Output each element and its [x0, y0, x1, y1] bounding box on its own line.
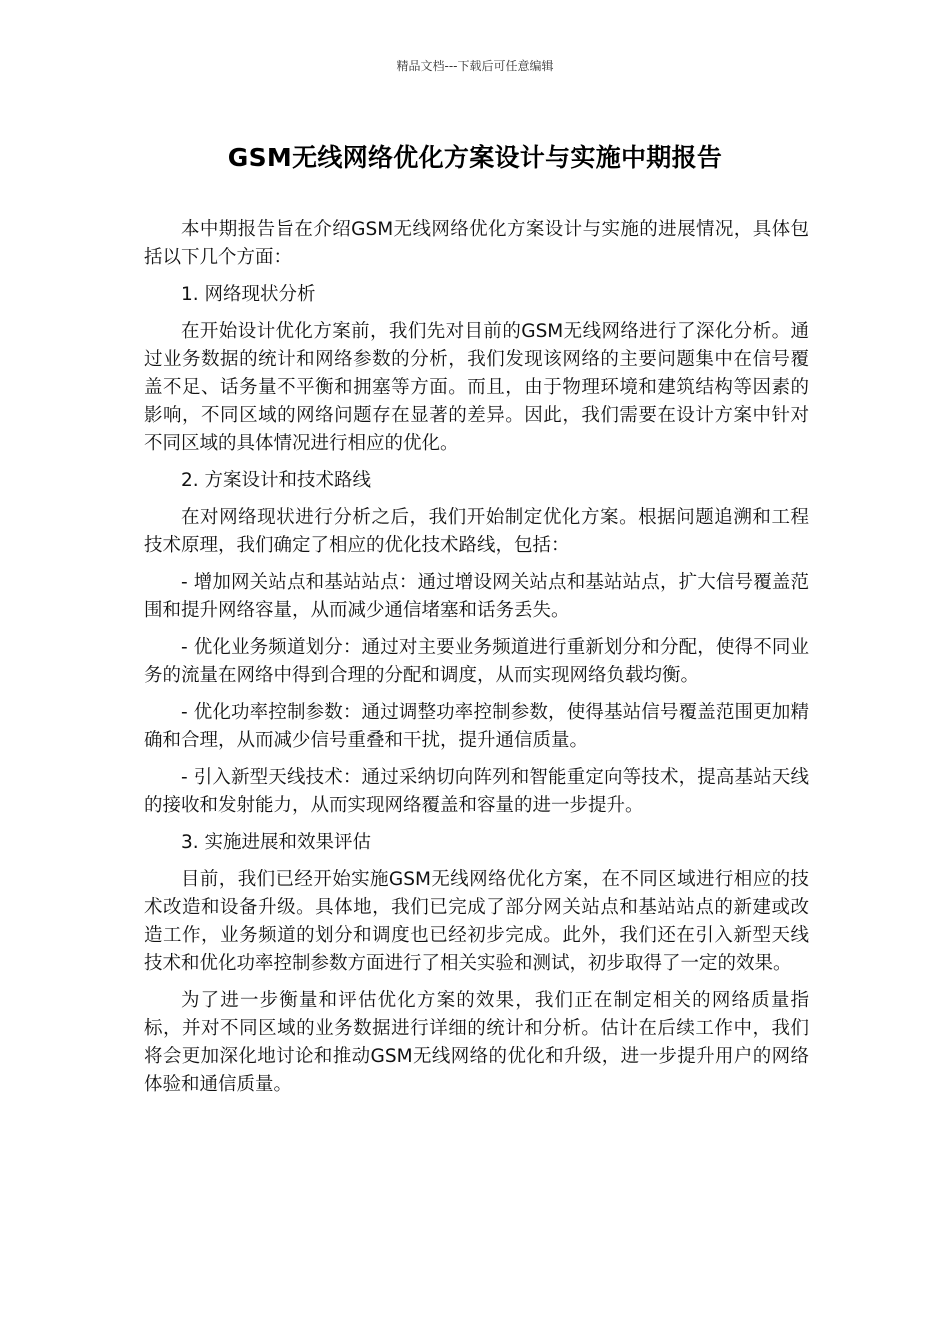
list-item: - 优化业务频道划分：通过对主要业务频道进行重新划分和分配，使得不同业务的流量在网络中得到合理的分配和调度，从而实现网络负载均衡。: [144, 637, 809, 686]
section-heading-2: 2. 方案设计和技术路线: [181, 470, 372, 491]
paragraph: 在对网络现状进行分析之后，我们开始制定优化方案。根据问题追溯和工程技术原理，我们确定了相应的优化技术路线，包括：: [144, 507, 809, 556]
list-item: - 优化功率控制参数：通过调整功率控制参数，使得基站信号覆盖范围更加精确和合理，从而减少信号重叠和干扰，提升通信质量。: [144, 702, 809, 751]
header-note: 精品文档---下载后可任意编辑: [396, 59, 554, 73]
paragraph: 目前，我们已经开始实施GSM无线网络优化方案，在不同区域进行相应的技术改造和设备升级。具体地，我们已完成了部分网关站点和基站站点的新建或改造工作，业务频道的划分和调度也已经初步完成。此外，我们还在引入新型天线技术和优化功率控制参数方面进行了相关实验和测试，初步取得了一定的效果。: [144, 869, 809, 974]
paragraph: 为了进一步衡量和评估优化方案的效果，我们正在制定相关的网络质量指标，并对不同区域的业务数据进行详细的统计和分析。估计在后续工作中，我们将会更加深化地讨论和推动GSM无线网络的优化和升级，进一步提升用户的网络体验和通信质量。: [144, 990, 809, 1095]
section-heading-3: 3. 实施进展和效果评估: [181, 832, 372, 853]
document-body: [144, 216, 809, 1108]
paragraph: 在开始设计优化方案前，我们先对目前的GSM无线网络进行了深化分析。通过业务数据的统计和网络参数的分析，我们发现该网络的主要问题集中在信号覆盖不足、话务量不平衡和拥塞等方面。而且，由于物理环境和建筑结构等因素的影响，不同区域的网络问题存在显著的差异。因此，我们需要在设计方案中针对不同区域的具体情况进行相应的优化。: [144, 321, 809, 454]
list-item: - 引入新型天线技术：通过采纳切向阵列和智能重定向等技术，提高基站天线的接收和发射能力，从而实现网络覆盖和容量的进一步提升。: [144, 767, 809, 816]
section-heading-1: 1. 网络现状分析: [181, 284, 316, 305]
document-title: GSM无线网络优化方案设计与实施中期报告: [227, 143, 723, 172]
list-item: - 增加网关站点和基站站点：通过增设网关站点和基站站点，扩大信号覆盖范围和提升网络容量，从而减少通信堵塞和话务丢失。: [144, 572, 809, 621]
intro-paragraph: 本中期报告旨在介绍GSM无线网络优化方案设计与实施的进展情况，具体包括以下几个方面：: [144, 219, 809, 268]
